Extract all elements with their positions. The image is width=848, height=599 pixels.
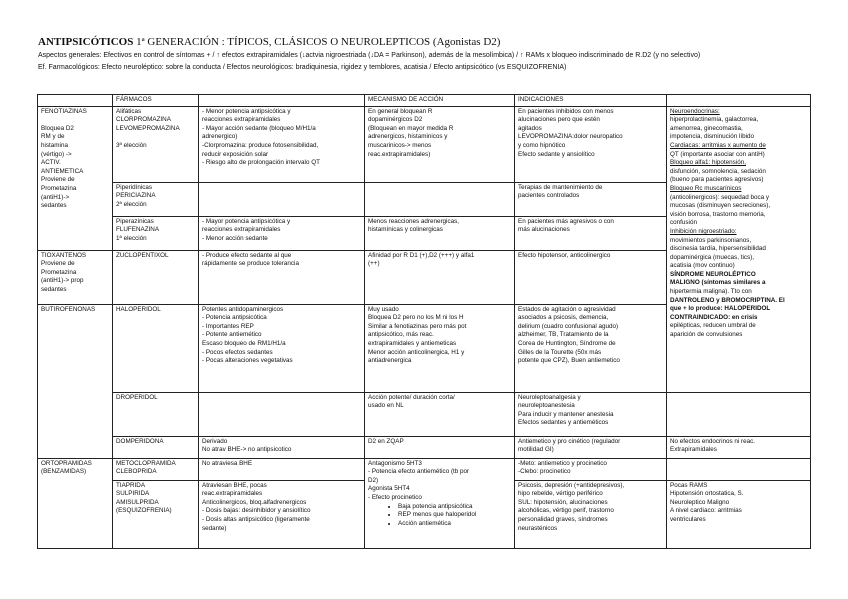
cell-line: LEVOMEPROMAZINA — [116, 124, 180, 132]
cell-line: -Clebo: procinetico — [518, 468, 571, 476]
cell-line: Acción potente/ duración corta/ — [368, 393, 455, 401]
cell-line: (bueno para pacientes agresivos) — [670, 176, 764, 184]
cell-line: PERICIAZINA — [116, 192, 156, 200]
cell-line: Agonista 5HT4 — [368, 485, 410, 493]
cell-line: Bloqueo alfa1: hipotensión, — [670, 159, 746, 167]
cell-line: reacciones extrapiramidales — [202, 226, 281, 234]
cell-line: Hipotensión ortostatica, S. — [670, 490, 744, 498]
cell-line: reacciones extrapiramidales — [202, 116, 281, 124]
cell-line: SUL: hipotensión, alucinaciones — [518, 498, 608, 506]
cell-line: confusión — [670, 219, 697, 227]
cell-line: (BENZAMIDAS) — [41, 468, 87, 476]
effects-cell — [199, 392, 365, 436]
cell-line: CLORPROMAZINA — [116, 116, 171, 124]
cell-line: - Dosis altas antipsicótico (ligeramente — [202, 515, 310, 523]
cell-line: En pacientes inhibidos con menos — [518, 107, 614, 115]
cell-line: Alifáticas — [116, 107, 142, 115]
cell-line: dopaminérgicos D2 — [368, 116, 423, 124]
cell-line: alucinaciones pero que estén — [518, 116, 600, 124]
effects-cell: No atraviesa BHE — [199, 458, 365, 480]
cell-line: amenorrea, ginecomastia, — [670, 124, 743, 132]
cell-line: visión borrosa, trastorno memoria, — [670, 210, 766, 218]
cell-line: ORTOPRAMIDAS — [41, 459, 92, 467]
cell-line: Gilles de la Tourette (50x más — [518, 348, 602, 356]
ram-cell — [667, 458, 811, 480]
cell-line: Para inducir y mantener anestesia — [518, 410, 614, 418]
cell-line: - Potencia efecto antiemético (tb por — [368, 468, 470, 476]
cell-line: Neuroendocrinas: — [670, 107, 720, 115]
cell-line: - Produce efecto sedante al que — [202, 251, 292, 259]
cell-line: Anticolinergicos, bloq.alfadrenergicos — [202, 498, 307, 506]
indications-cell — [515, 182, 667, 216]
cell-line: (vértigo) -> — [41, 150, 72, 158]
indications-cell — [515, 304, 667, 392]
cell-line: neurasténicos — [518, 524, 558, 532]
cell-line: alzheimer, TB, Tratamiento de la — [518, 331, 609, 339]
cell-line: Cardiacas: arritmias x aumento de — [670, 141, 766, 149]
table-row — [38, 436, 811, 458]
bullet-item: • Baja potencia antipsicótica — [398, 503, 511, 512]
cell-line: hipertermia maligna). Tto con — [670, 288, 752, 296]
cell-line: antiadrenergica — [368, 357, 412, 365]
cell-line: Derivado — [202, 437, 228, 445]
cell-line: Menor acción anticolinergica, H1 y — [368, 348, 465, 356]
cell-line: RM y de — [41, 133, 65, 141]
cell-line: METOCLOPRAMIDA — [116, 459, 176, 467]
cell-line: -Clorpromazina: produce fotosensibilidad, — [202, 141, 319, 149]
cell-line: asociados a psicosis, demencia, — [518, 314, 609, 322]
header-cell — [199, 95, 365, 107]
cell-line: Bloquea D2 — [41, 124, 74, 132]
cell-line: DANTROLENO y BROMOCRIPTINA. El — [670, 296, 785, 304]
cell-line: - Importantes REP — [202, 322, 254, 330]
cell-line: Prometazina — [41, 268, 77, 276]
effects-cell — [199, 182, 365, 216]
cell-line: ventriculares — [670, 515, 706, 523]
cell-line: -Meto: antiemetico y procinetico — [518, 459, 607, 467]
cell-line: MALIGNO (síntomas similares a — [670, 279, 766, 287]
cell-line: adrenergicos, histaminicos y — [368, 133, 448, 141]
cell-line: Proviene de — [41, 260, 75, 268]
cell-line: LEVOPROMAZINA:dolor neuropatico — [518, 133, 623, 141]
cell-line: - Menor acción sedante — [202, 234, 268, 242]
header-cell: FÁRMACOS — [113, 95, 199, 107]
cell-line: - Mayor potencia antipsicótica y — [202, 217, 291, 225]
cell-line: En general bloquean R — [368, 107, 433, 115]
mechanism-cell — [365, 182, 515, 216]
cell-line: Psicosis, depresión (+antidepresivos), — [518, 481, 625, 489]
cell-line: (ESQUIZOFRENIA) — [116, 507, 172, 515]
cell-line: usado en NL — [368, 402, 404, 410]
cell-line: y como hipnótico — [518, 141, 566, 149]
indications-cell — [515, 458, 667, 480]
cell-line: Bloqueo Rc muscarínicos — [670, 184, 742, 192]
cell-line: reac.extrapiramidales — [202, 490, 263, 498]
drug-cell: ZUCLOPENTIXOL — [113, 250, 199, 304]
cell-line: CLEBOPRIDA — [116, 468, 157, 476]
ram-cell — [667, 480, 811, 548]
group-cell — [38, 106, 113, 250]
intro-general: Aspectos generales: Efectivos en control de síntomas + / ↑ efectos extrapiramidales (↓actvia nigroestriada (↓DA = Parkinson), además de la mesolímbica) / ↑ RAMs x bloqueo indiscriminado de R.D2 (y no selectivo) — [38, 52, 701, 59]
effects-cell — [199, 216, 365, 250]
cell-line: impotencia, disminución líbido — [670, 133, 755, 141]
mechanism-cell: D2 en ZQAP — [365, 436, 515, 458]
cell-line: - Menor potencia antipsicótica y — [202, 107, 291, 115]
cell-line: hipo rebelde, vértigo periférico — [518, 490, 603, 498]
cell-line: histamina — [41, 141, 68, 149]
header-cell — [667, 95, 811, 107]
cell-line: Neuroleptoanalgesia y — [518, 393, 581, 401]
cell-line: Efecto sedante y ansiolítico — [518, 150, 595, 158]
cell-line: Neuroleptico Maligno — [670, 498, 730, 506]
cell-line: D2) — [368, 476, 379, 484]
ram-cell — [667, 436, 811, 458]
table-header-row — [38, 95, 811, 107]
drug-cell: DOMPERIDONA — [113, 436, 199, 458]
cell-line: - Riesgo alto de prolongación intervalo QT — [202, 159, 320, 167]
cell-line: antipsicótico, más reac. — [368, 331, 434, 339]
cell-line: (Bloquean en mayor medida R — [368, 124, 454, 132]
cell-line: 3ª elección — [116, 141, 147, 149]
group-cell — [38, 250, 113, 304]
cell-line: Prometazina — [41, 184, 77, 192]
cell-line: Antiemetico y pro cinético (regulador — [518, 437, 621, 445]
indications-cell — [515, 436, 667, 458]
cell-line: Extrapiramidales — [670, 446, 717, 454]
cell-line: QT (importante asociar con antiH) — [670, 150, 765, 158]
cell-line: Inhibición nigroestriado: — [670, 227, 737, 235]
cell-line: ACTIV. — [41, 159, 61, 167]
cell-line: rápidamente se produce tolerancia — [202, 260, 299, 268]
drug-cell — [113, 480, 199, 548]
cell-line: Estados de agitación o agresividad — [518, 305, 616, 313]
cell-line: FENOTIAZINAS — [41, 107, 87, 115]
cell-line: potente que CPZ), Buen antiemetico — [518, 357, 620, 365]
ram-cell — [667, 392, 811, 436]
cell-line: - Efecto procinetico — [368, 493, 422, 501]
cell-line: movimientos parkinsonianos, — [670, 236, 752, 244]
cell-line: En pacientes más agresivos o con — [518, 217, 614, 225]
mechanism-cell — [365, 392, 515, 436]
cell-line: aparición de convulsiones — [670, 331, 743, 339]
cell-line: delirium (cuadro confusional agudo) — [518, 322, 619, 330]
cell-line: - Mayor acción sedante (bloqueo M/H1/a — [202, 124, 316, 132]
mechanism-cell — [365, 458, 515, 548]
cell-line: - Potencia antipsicótica — [202, 314, 267, 322]
group-cell — [38, 458, 113, 548]
drug-cell — [113, 458, 199, 480]
cell-line: discinesia tardía, hipersensibilidad — [670, 245, 766, 253]
cell-line: Pocas RAMS — [670, 481, 708, 489]
effects-cell — [199, 250, 365, 304]
cell-line: agitados — [518, 124, 542, 132]
cell-line: que + lo produce: HALOPERIDOL — [670, 305, 771, 313]
cell-line: (++) — [368, 260, 380, 268]
indications-cell — [515, 480, 667, 548]
cell-line: Similar a fenotiazinas pero más pot — [368, 322, 467, 330]
cell-line: neuroleptoanestesia — [518, 402, 575, 410]
drug-cell — [113, 216, 199, 250]
cell-line: AMISULPRIDA — [116, 498, 159, 506]
cell-line: Piperidínicas — [116, 183, 153, 191]
drug-cell: DROPERIDOL — [113, 392, 199, 436]
cell-line: sedantes — [41, 285, 67, 293]
cell-line: muscarinicos-> menos — [368, 141, 432, 149]
page-title: ANTIPSICÓTICOS 1ª GENERACIÓN : TÍPICOS, CLÁSICOS O NEUROLEPTICOS (Agonistas D2) — [38, 36, 501, 48]
cell-line: Efectos sedantes y antieméticos — [518, 419, 609, 427]
cell-line: sedantes — [41, 202, 67, 210]
cell-line: - Dosis bajas: desinhibidor y ansiolítico — [202, 507, 311, 515]
mechanism-cell — [365, 106, 515, 182]
cell-line — [116, 133, 195, 142]
cell-line: A nivel cardiaco: arritmias — [670, 507, 742, 515]
cell-line: personalidad graves, síndromes — [518, 515, 608, 523]
cell-line: histamínicas y colinergicas — [368, 226, 443, 234]
effects-cell — [199, 106, 365, 182]
cell-line: reducir exposición solar — [202, 150, 269, 158]
cell-line — [41, 116, 109, 125]
intro-farmacologicos: Ef. Farmacológicos: Efecto neuroléptico: sobre la conducta / Efectos neurológicos: bradiquinesia, rigidez y temblores, acatisia / Efecto antipsicótico (vs ESQUIZOFRENIA) — [38, 64, 567, 71]
bullet-item: • REP menos que haloperidol — [398, 511, 511, 520]
table-row — [38, 106, 811, 182]
indications-cell — [515, 106, 667, 182]
cell-line: (antiH1)-> prop — [41, 277, 84, 285]
cell-line: Muy usado — [368, 305, 399, 313]
mechanism-cell — [365, 250, 515, 304]
cell-line: SÍNDROME NEUROLÉPTICO — [670, 270, 756, 278]
ram-cell — [667, 106, 811, 392]
cell-line: - Pocas alteraciones vegetativas — [202, 357, 293, 365]
cell-line: Piperazínicas — [116, 217, 154, 225]
header-cell: MECANISMO DE ACCIÓN — [365, 95, 515, 107]
cell-line: sedante) — [202, 524, 227, 532]
cell-line: Bloquea D2 pero no los M ni los H — [368, 314, 464, 322]
group-cell: BUTIROFENONAS — [38, 304, 113, 458]
bullet-item: • Acción antiemética — [398, 520, 511, 529]
intro — [38, 51, 808, 75]
cell-line: Corea de Huntington, Síndrome de — [518, 339, 616, 347]
cell-line: No atrav BHE-> no antipsicotico — [202, 446, 292, 454]
header-cell — [38, 95, 113, 107]
cell-line: alcohólicas, vértigo perif, trastorno — [518, 507, 614, 515]
cell-line: mucosas (disminuyen secreciones), — [670, 202, 771, 210]
cell-line: extrapiramidales y antiemeticas — [368, 339, 457, 347]
indications-cell — [515, 392, 667, 436]
cell-line: 2ª elección — [116, 200, 147, 208]
cell-line: disfunción, somnolencia, sedación — [670, 167, 766, 175]
indications-cell — [515, 216, 667, 250]
cell-line: (antiH1)-> — [41, 193, 70, 201]
header-cell: INDICACIONES — [515, 95, 667, 107]
cell-line: 1ª elección — [116, 234, 147, 242]
cell-line: adrenergico) — [202, 133, 238, 141]
cell-line: más alucinaciones — [518, 226, 570, 234]
drug-cell — [113, 106, 199, 182]
cell-line: No efectos endocrinos ni reac. — [670, 437, 756, 445]
antipsychotics-table — [37, 94, 811, 549]
cell-line: acatisia (mov continuo) — [670, 262, 735, 270]
table-row — [38, 392, 811, 436]
effects-cell — [199, 304, 365, 392]
cell-line: Atraviesan BHE, pocas — [202, 481, 267, 489]
cell-line: motilidad GI) — [518, 446, 554, 454]
cell-line: Potentes antidopaminergicos — [202, 305, 284, 313]
mechanism-cell — [365, 216, 515, 250]
cell-line: pacientes controlados — [518, 192, 580, 200]
cell-line: epilépticas, reducen umbral de — [670, 322, 756, 330]
cell-line: Terapias de mantenimiento de — [518, 183, 603, 191]
cell-line: Escaso bloqueo de RM1/H1/a — [202, 339, 286, 347]
drug-cell: HALOPERIDOL — [113, 304, 199, 392]
effects-cell — [199, 436, 365, 458]
cell-line: Antagonismo 5HT3 — [368, 459, 422, 467]
mechanism-cell — [365, 304, 515, 392]
mechanism-bullets — [368, 503, 511, 529]
cell-line: TIAPRIDA — [116, 481, 146, 489]
cell-line: dopaminérgica (muecas, tics), — [670, 253, 754, 261]
cell-line: - Pocos efectos sedantes — [202, 348, 273, 356]
cell-line: Menos reacciones adrenergicas, — [368, 217, 460, 225]
drug-cell — [113, 182, 199, 216]
cell-line: ANTIEMETICA — [41, 167, 84, 175]
cell-line: FLUFENAZINA — [116, 226, 160, 234]
effects-cell — [199, 480, 365, 548]
cell-line: - Potente antiemético — [202, 331, 262, 339]
cell-line: Proviene de — [41, 176, 75, 184]
cell-line: (anticolinergicos): sequedad boca y — [670, 193, 770, 201]
cell-line: CONTRAINDICADO: en crisis — [670, 313, 758, 321]
cell-line: SULPIRIDA — [116, 490, 150, 498]
cell-line: Afinidad por R D1 (+),D2 (+++) y alfa1 — [368, 251, 475, 259]
cell-line: TIOXANTENOS — [41, 251, 87, 259]
cell-line: reac.extrapiramidales) — [368, 150, 431, 158]
cell-line: hiperprolactinemia, galactorrea, — [670, 116, 759, 124]
mechanism-list — [368, 460, 511, 503]
indications-cell: Efecto hipotensor, anticolinergico — [515, 250, 667, 304]
table-row — [38, 458, 811, 480]
